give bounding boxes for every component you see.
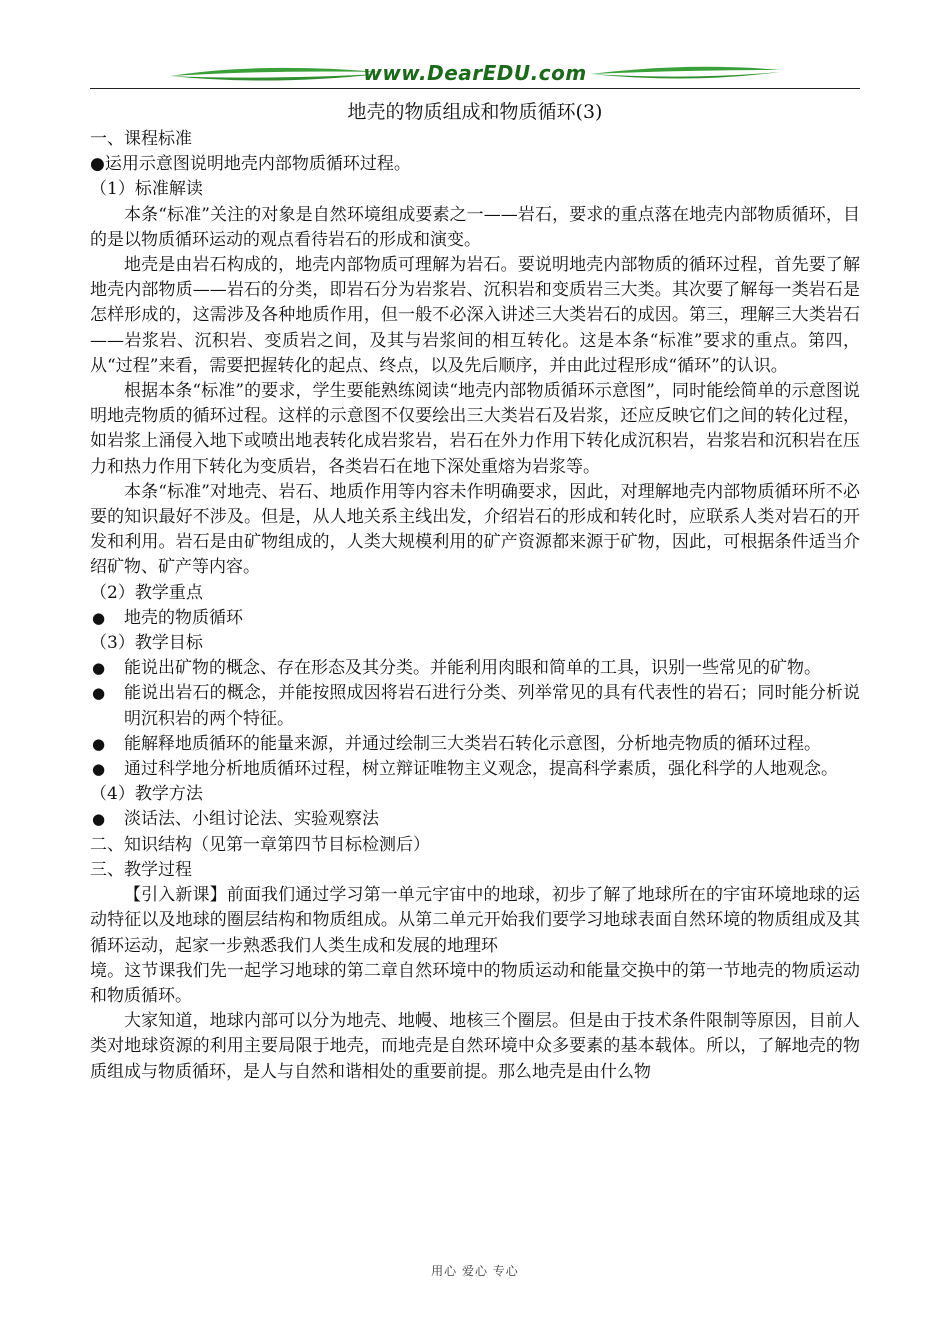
goal-item — [90, 757, 860, 782]
paragraph-intro-continued: 境。这节课我们先一起学习地球的第二章自然环境中的物质运动和能量交换中的第一节地壳的物质运动和物质循环。 — [90, 960, 860, 1006]
paragraph-6: 大家知道，地球内部可以分为地壳、地幔、地核三个圈层。但是由于技术条件限制等原因，目前人类对地球资源的利用主要局限于地壳，而地壳是自然环境中众多要素的基本载体。所以，了解地壳的物质组成与物质循环，是人与自然和谐相处的重要前提。那么地壳是由什么物 — [90, 1011, 860, 1082]
goal-item-text: 能说出矿物的概念、存在形态及其分类。并能利用肉眼和简单的工具，识别一些常见的矿物。 — [124, 658, 821, 679]
goal-item-text: 通过科学地分析地质循环过程，树立辩证唯物主义观念，提高科学素质，强化科学的人地观念。 — [124, 759, 838, 780]
method-bullet — [90, 807, 860, 832]
paragraph-3: 根据本条“标准”的要求，学生要能熟练阅读“地壳内部物质循环示意图”，同时能绘简单的示意图说明地壳物质的循环过程。这样的示意图不仅要绘出三大类岩石及岩浆，还应反映它们之间的转化过程，如岩浆上涌侵入地下或喷出地表转化成岩浆岩，岩石在外力作用下转化成沉积岩，岩浆岩和沉积岩在压力和热力作用下转化为变质岩，各类岩石在地下深处重熔为岩浆等。 — [90, 381, 860, 477]
document-body — [90, 95, 860, 1085]
paragraph-1: 本条“标准”关注的对象是自然环境组成要素之一——岩石，要求的重点落在地壳内部物质循环，目的是以物质循环运动的观点看待岩石的形成和演变。 — [90, 204, 860, 250]
section-heading-1: 一、课程标准 — [90, 129, 192, 149]
goal-item-text: 能解释地质循环的能量来源，并通过绘制三大类岩石转化示意图，分析地壳物质的循环过程。 — [124, 733, 821, 754]
bullet-dot-icon: ● — [92, 760, 106, 779]
page-footer: 用心 爱心 专心 — [431, 1264, 519, 1278]
header-rule — [90, 88, 860, 89]
focus-bullet — [90, 606, 860, 631]
subheading-teaching-focus: （2）教学重点 — [90, 582, 203, 603]
paragraph-4: 本条“标准”对地壳、岩石、地质作用等内容未作明确要求，因此，对理解地壳内部物质循环所不必要的知识最好不涉及。但是，从人地关系主线出发，介绍岩石的形成和转化时，应联系人类对岩石的开发和利用。岩石是由矿物组成的，人类大规模利用的矿产资源都来源于矿物，因此，可根据条件适当介绍矿物、矿产等内容。 — [90, 481, 860, 578]
site-url: www.DearEDU.com — [363, 61, 587, 85]
section-heading-3: 三、教学过程 — [90, 859, 192, 880]
method-bullet-text: 淡话法、小组讨论法、实验观察法 — [124, 809, 379, 830]
bullet-dot-icon: ● — [92, 734, 106, 753]
bullet-dot-icon: ● — [92, 608, 106, 627]
subheading-teaching-methods: （4）教学方法 — [90, 784, 203, 805]
paragraph-intro: 【引入新课】前面我们通过学习第一单元宇宙中的地球，初步了解了地球所在的宇宙环境地球的运动特征以及地球的圈层结构和物质组成。从第二单元开始我们要学习地球表面自然环境的物质组成及其循环运动，起家一步熟悉我们人类生成和发展的地理环 — [90, 885, 860, 956]
header-banner — [90, 58, 860, 92]
subheading-teaching-goals: （3）教学目标 — [90, 633, 203, 654]
section-heading-2: 二、知识结构（见第一章第四节目标检测后） — [90, 834, 430, 855]
standard-statement: ●运用示意图说明地壳内部物质循环过程。 — [90, 154, 411, 175]
bullet-dot-icon: ● — [92, 659, 106, 678]
bullet-dot-icon: ● — [92, 810, 106, 829]
goal-item — [90, 656, 860, 681]
bullet-dot-icon: ● — [92, 684, 106, 703]
page-title: 地壳的物质组成和物质循环(3) — [347, 101, 603, 123]
goal-item — [90, 732, 860, 757]
focus-bullet-text: 地壳的物质循环 — [124, 607, 243, 628]
paragraph-2: 地壳是由岩石构成的，地壳内部物质可理解为岩石。要说明地壳内部物质的循环过程，首先要了解地壳内部物质——岩石的分类，即岩石分为岩浆岩、沉积岩和变质岩三大类。其次要了解每一类岩石是怎样形成的，这需涉及各种地质作用，但一般不必深入讲述三大类岩石的成因。第三，理解三大类岩石——岩浆岩、沉积岩、变质岩之间，及其与岩浆间的相互转化。这是本条“标准”要求的重点。第四，从“过程”来看，需要把握转化的起点、终点，以及先后顺序，并由此过程形成“循环”的认识。 — [90, 255, 860, 376]
goal-item — [90, 681, 860, 731]
goal-item-text: 能说出岩石的概念，并能按照成因将岩石进行分类、列举常见的具有代表性的岩石；同时能分析说明沉积岩的两个特征。 — [124, 683, 860, 729]
subheading-standard-reading: （1）标准解读 — [90, 179, 203, 200]
